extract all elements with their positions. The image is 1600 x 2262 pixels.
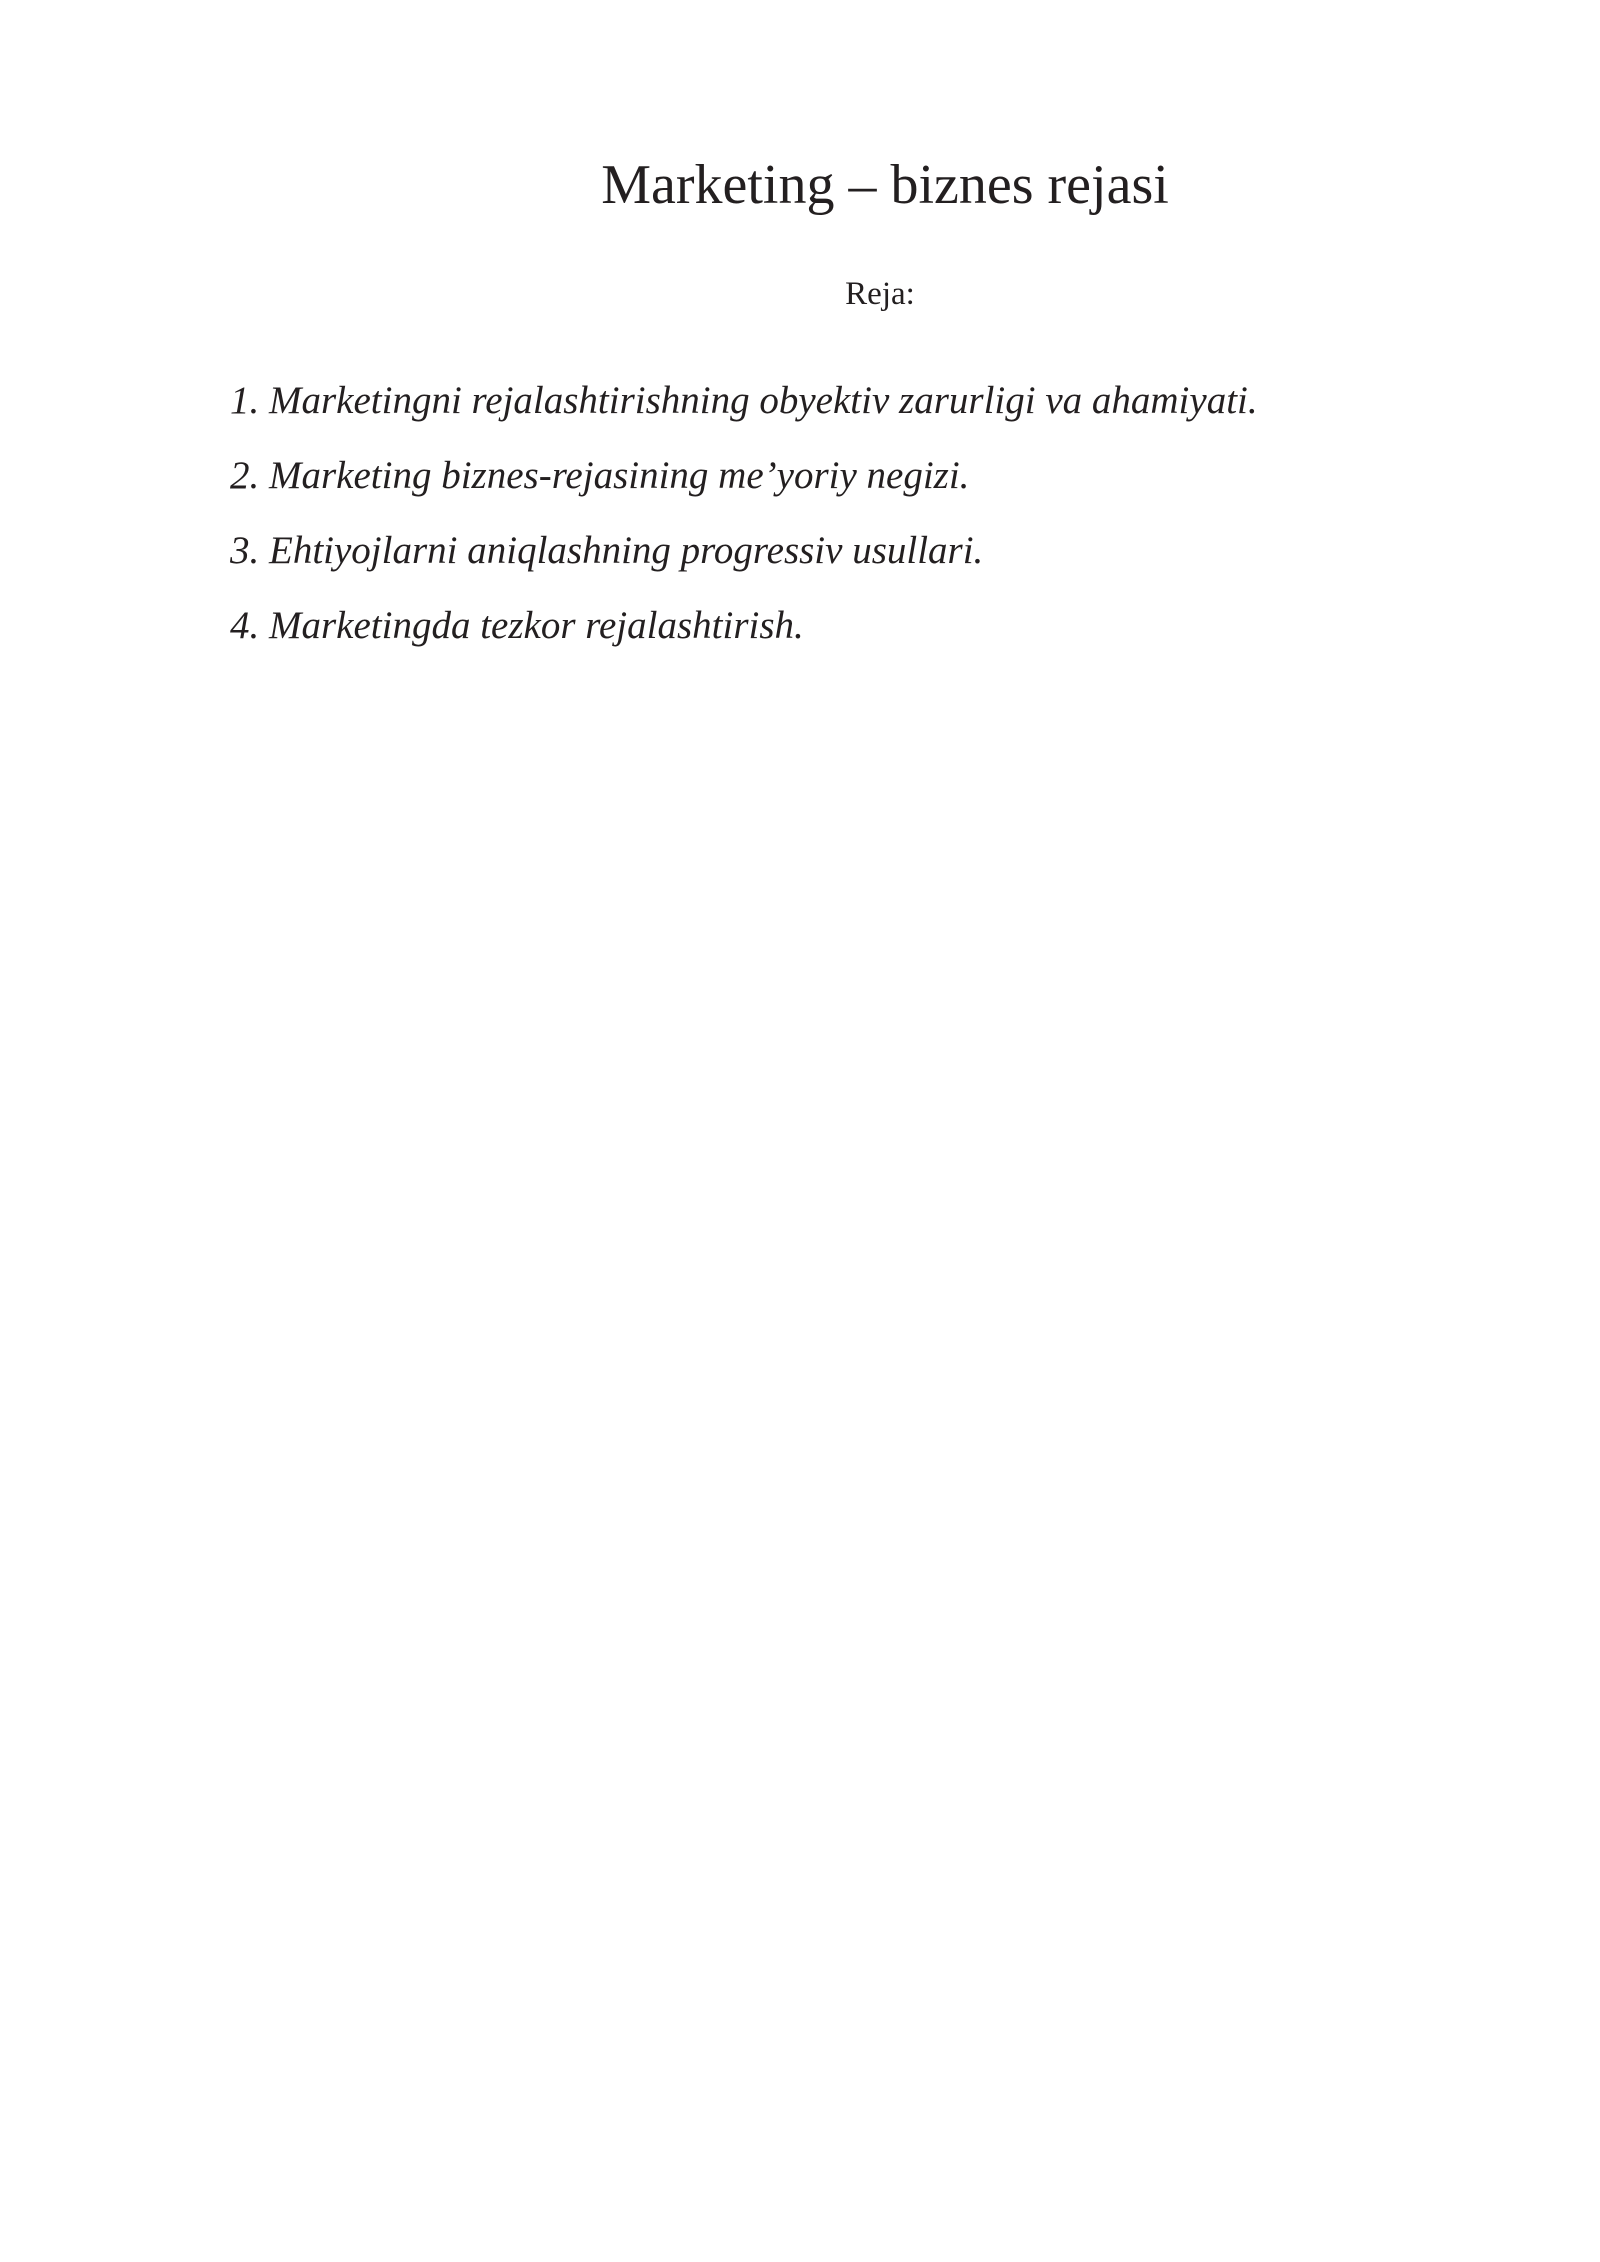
plan-item: 3. Ehtiyojlarni aniqlashning progressiv usullari. — [230, 529, 984, 572]
page-title: Marketing – biznes rejasi — [601, 154, 1169, 216]
plan-item: 2. Marketing biznes-rejasining me’yoriy negizi. — [230, 454, 970, 497]
plan-heading: Reja: — [845, 276, 915, 312]
plan-item: 4. Marketingda tezkor rejalashtirish. — [230, 604, 804, 647]
plan-list — [230, 363, 1258, 663]
plan-item: 1. Marketingni rejalashtirishning obyektiv zarurligi va ahamiyati. — [230, 379, 1258, 422]
